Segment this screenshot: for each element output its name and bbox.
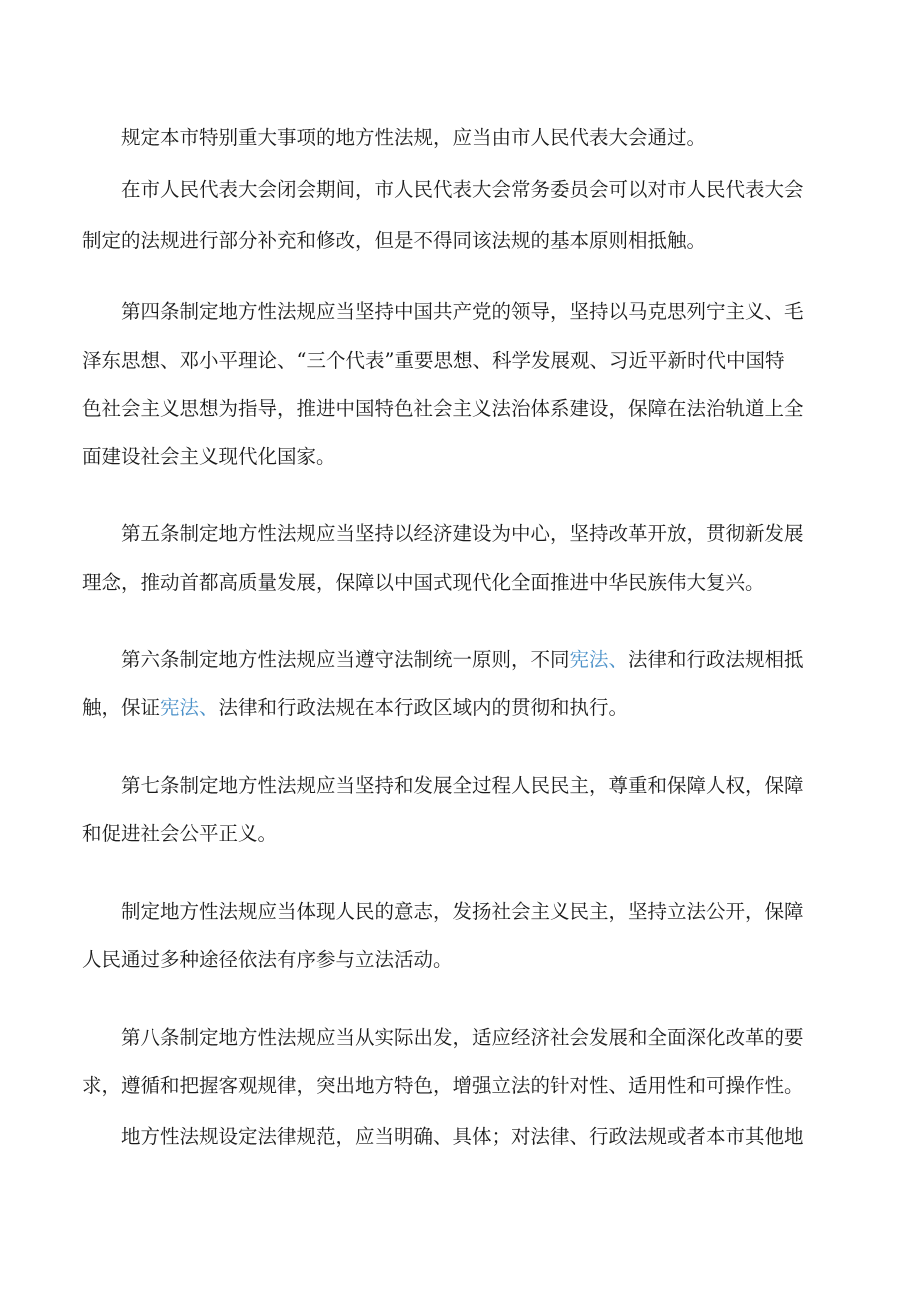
constitution-link[interactable]: 宪法、 xyxy=(160,696,219,719)
article-6-line xyxy=(82,693,628,723)
article-4-line: 泽东思想、邓小平理论、“三个代表”重要思想、科学发展观、习近平新时代中国特 xyxy=(82,349,785,372)
paragraph-line: 制定的法规进行部分补充和修改，但是不得同该法规的基本原则相抵触。 xyxy=(82,229,707,252)
paragraph-line: 制定地方性法规应当体现人民的意志，发扬社会主义民主，坚持立法公开，保障 xyxy=(121,900,804,923)
paragraph-line: 在市人民代表大会闭会期间，市人民代表大会常务委员会可以对市人民代表大会 xyxy=(121,178,804,201)
article-6-text: 第六条制定地方性法规应当遵守法制统一原则，不同 xyxy=(121,648,570,671)
article-6-text: 触，保证 xyxy=(82,696,161,719)
paragraph-line: 规定本市特别重大事项的地方性法规，应当由市人民代表大会通过。 xyxy=(121,126,707,149)
article-5-line: 理念，推动首都高质量发展，保障以中国式现代化全面推进中华民族伟大复兴。 xyxy=(82,571,765,594)
article-6-text: 法律和行政法规相抵 xyxy=(628,648,804,671)
article-7-line: 第七条制定地方性法规应当坚持和发展全过程人民民主，尊重和保障人权，保障 xyxy=(121,774,804,797)
article-8-line: 求，遵循和把握客观规律，突出地方特色，增强立法的针对性、适用性和可操作性。 xyxy=(82,1074,804,1097)
constitution-link[interactable]: 宪法、 xyxy=(569,648,629,671)
article-5-line: 第五条制定地方性法规应当坚持以经济建设为中心，坚持改革开放，贯彻新发展 xyxy=(121,522,804,545)
article-8-line: 第八条制定地方性法规应当从实际出发，适应经济社会发展和全面深化改革的要 xyxy=(121,1026,804,1049)
article-4-line: 色社会主义思想为指导，推进中国特色社会主义法治体系建设，保障在法治轨道上全 xyxy=(82,397,804,420)
paragraph-line: 地方性法规设定法律规范，应当明确、具体；对法律、行政法规或者本市其他地 xyxy=(121,1125,804,1148)
article-4-line: 面建设社会主义现代化国家。 xyxy=(82,445,336,468)
paragraph-line: 人民通过多种途径依法有序参与立法活动。 xyxy=(82,948,453,971)
article-6-line xyxy=(121,645,804,675)
article-7-line: 和促进社会公平正义。 xyxy=(82,822,278,845)
article-4-line: 第四条制定地方性法规应当坚持中国共产党的领导，坚持以马克思列宁主义、毛 xyxy=(121,300,804,323)
article-6-text: 法律和行政法规在本行政区域内的贯彻和执行。 xyxy=(218,696,629,719)
